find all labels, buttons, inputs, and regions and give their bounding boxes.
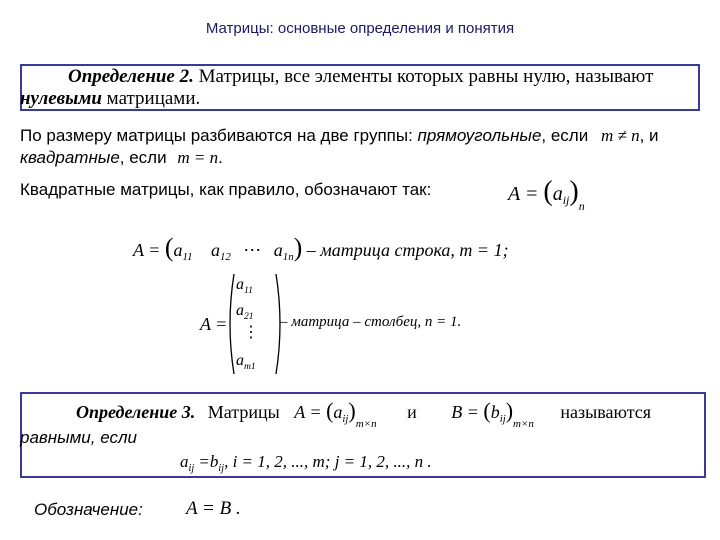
def3-A: A = (294, 402, 327, 422)
size-groups-line1 (20, 126, 659, 146)
row-sub-12: 12 (220, 251, 231, 263)
definition-2-line2 (20, 88, 200, 110)
col-am1: $a_{m1}$ (236, 352, 256, 372)
def3-and: и (407, 402, 417, 422)
def3-bij: ij (499, 413, 506, 425)
definition-2-line1 (68, 66, 653, 88)
size-if-1: , если (541, 126, 589, 145)
cond-rsub: ij (218, 463, 225, 474)
condition-1: m ≠ n (600, 126, 640, 145)
col-matrix-lhs: A = (200, 314, 228, 334)
definition-3-line1: Определение 3. Матрицы $A = (a_{ij})_{m\times n}$ и $B = (b_{ij})_{m\times n}$ называются (76, 398, 652, 430)
row-matrix-formula: $A = (a_{11}$ $a_{12}$ ⋯ $a_{1n}$) – матрица строка, m = 1; (133, 233, 509, 263)
row-a1n: a (273, 240, 283, 260)
col-sub-m1: m1 (244, 361, 256, 372)
definition-3-label: Определение 3. (76, 402, 196, 422)
square-notation-formula: $A = (a_{ij})_n$ (508, 176, 585, 213)
col-a11: $a_{11}$ (236, 276, 253, 296)
def3-a: a (333, 402, 343, 422)
definition-3-condition: $a_{ij} =b_{ij}$, i = 1, 2, ..., m; j = 1, 2, ..., n . (180, 452, 432, 474)
definition-2-bold-term: нулевыми (20, 88, 102, 109)
page-title: Матрицы: основные определения и понятия (205, 20, 515, 37)
size-if-2: , если (119, 148, 167, 167)
notation-value: A = B . (186, 498, 241, 519)
row-lhs: A = (133, 240, 165, 260)
size-and: , и (639, 126, 659, 145)
square-term: квадратные (20, 148, 120, 167)
col-sub-11: 11 (244, 285, 253, 296)
row-description: – матрица строка, m = 1; (306, 240, 509, 260)
definition-3-equal: равными, если (20, 428, 138, 447)
col-vdots: ⋮ (243, 324, 259, 341)
definition-2-text-end: матрицами. (106, 88, 201, 109)
definition-3-matrices: Матрицы (207, 402, 280, 422)
def3-aij: ij (342, 413, 349, 425)
definition-2-label: Определение 2. (68, 66, 194, 87)
square-size-sub: n (578, 199, 585, 213)
rectangular-term: прямоугольные (417, 126, 542, 145)
size-groups-line2 (20, 148, 223, 168)
notation-label: Обозначение: (34, 500, 143, 519)
row-dots: ⋯ (243, 240, 262, 260)
cond-lsub: ij (188, 463, 195, 474)
col-description: – матрица – столбец, n = 1. (280, 314, 462, 330)
def3-b: b (490, 402, 500, 422)
square-lhs: A = (508, 183, 544, 205)
square-elem: a (552, 183, 563, 205)
def3-called: называются (560, 402, 652, 422)
def3-a-size: m×n (355, 418, 377, 430)
size-text: По размеру матрицы разбиваются на две группы: (20, 126, 413, 145)
square-notation-text: Квадратные матрицы, как правило, обозначают так: (20, 180, 432, 199)
condition-2: m = n (177, 148, 219, 167)
col-sub-21: 21 (244, 311, 254, 322)
col-a21: $a_{21}$ (236, 302, 254, 322)
def3-B: B = (451, 402, 484, 422)
row-sub-11: 11 (182, 251, 193, 263)
row-a11: a (173, 240, 183, 260)
row-sub-1n: 1n (282, 251, 294, 263)
def3-b-size: m×n (513, 418, 534, 430)
size-period: . (218, 148, 223, 167)
definition-2-text: Матрицы, все элементы которых равны нулю, называют (198, 66, 654, 87)
row-a12: a (211, 240, 220, 260)
square-elem-sub: ij (562, 193, 570, 207)
